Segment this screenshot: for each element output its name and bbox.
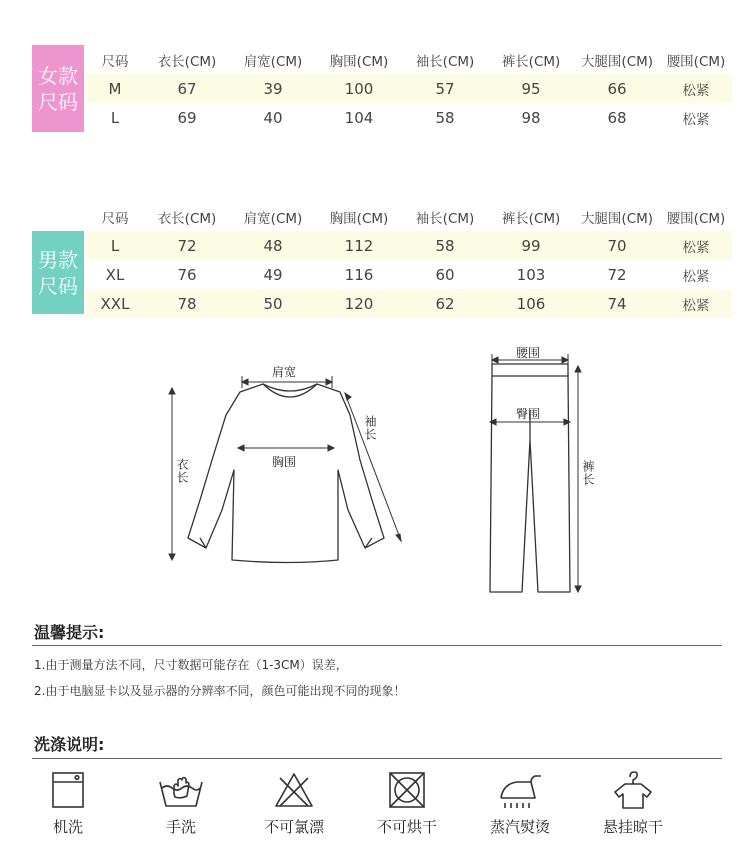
washing-machine-icon bbox=[50, 770, 86, 810]
hip-label: 臀围 bbox=[516, 407, 541, 421]
tips-title: 温馨提示: bbox=[34, 623, 105, 642]
care-item-no-bleach: 不可氯漂 bbox=[249, 770, 339, 837]
women-size-label: 女款 尺码 bbox=[32, 45, 84, 132]
table-row: L 69 40 104 58 98 68 松紧 bbox=[110, 108, 710, 128]
table-row: M 67 39 100 57 95 66 松紧 bbox=[86, 74, 732, 103]
waist-label: 腰围 bbox=[516, 346, 541, 360]
steam-iron-icon bbox=[495, 770, 545, 810]
pants-illustration bbox=[482, 340, 592, 600]
shirt-measurement-diagram bbox=[160, 360, 410, 570]
table-row: L 72 48 112 58 99 70 松紧 bbox=[86, 231, 732, 260]
shoulder-width-label: 肩宽 bbox=[272, 365, 297, 379]
shirt-length-label: 衣长 bbox=[175, 458, 189, 484]
men-size-label: 男款 尺码 bbox=[32, 231, 84, 314]
sleeve-length-label: 袖长 bbox=[363, 415, 377, 441]
hand-wash-icon bbox=[156, 770, 206, 810]
men-size-table bbox=[32, 202, 732, 314]
washing-divider bbox=[32, 758, 722, 759]
care-item-no-tumble-dry: 不可烘干 bbox=[362, 770, 452, 837]
washing-title: 洗涤说明: bbox=[34, 735, 105, 754]
tips-divider bbox=[32, 645, 722, 646]
no-bleach-icon bbox=[272, 770, 316, 810]
women-size-table bbox=[32, 45, 732, 132]
care-item-hand-wash: 手洗 bbox=[136, 770, 226, 837]
tip-line-2: 2.由于电脑显卡以及显示器的分辨率不同，颜色可能出现不同的现象！ bbox=[34, 684, 406, 698]
table-row: XL 76 49 116 60 103 72 松紧 bbox=[105, 265, 710, 285]
no-tumble-dry-icon bbox=[387, 770, 427, 810]
pants-measurement-diagram bbox=[482, 340, 595, 600]
chest-label: 胸围 bbox=[272, 455, 297, 469]
hang-dry-icon bbox=[611, 770, 655, 810]
care-item-steam-iron: 蒸汽熨烫 bbox=[475, 770, 565, 837]
care-item-hang-dry: 悬挂晾干 bbox=[588, 770, 678, 837]
pants-length-label: 裤长 bbox=[581, 460, 595, 486]
table-row: XXL 78 50 120 62 106 74 松紧 bbox=[86, 289, 732, 318]
care-item-machine-wash: 机洗 bbox=[23, 770, 113, 837]
men-table-header: 尺码 衣长(CM) 肩宽(CM) 胸围(CM) 袖长(CM) 裤长(CM) 大腿围(CM) 腰围(CM) bbox=[101, 210, 726, 227]
women-table-header: 尺码 衣长(CM) 肩宽(CM) 胸围(CM) 袖长(CM) 裤长(CM) 大腿围(CM) 腰围(CM) bbox=[101, 53, 726, 70]
tip-line-1: 1.由于测量方法不同，尺寸数据可能存在（1-3CM）误差， bbox=[34, 658, 348, 672]
